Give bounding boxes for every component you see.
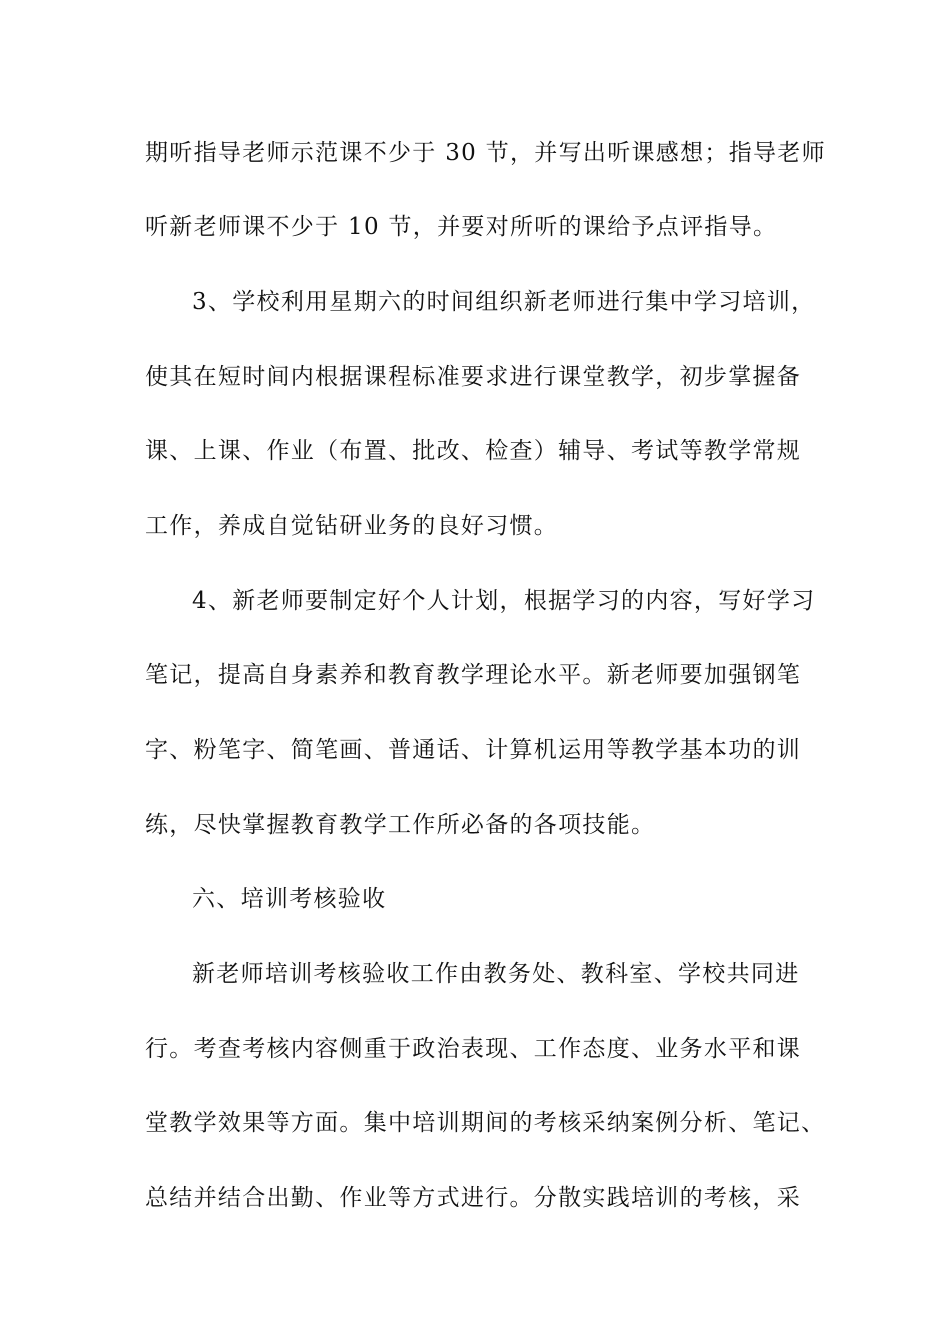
text-line: 课、上课、作业（布置、批改、检查）辅导、考试等教学常规 xyxy=(145,438,802,464)
section-heading: 六、培训考核验收 xyxy=(192,886,387,912)
text-line: 笔记，提高自身素养和教育教学理论水平。新老师要加强钢笔 xyxy=(145,662,802,688)
text-line: 使其在短时间内根据课程标准要求进行课堂教学，初步掌握备 xyxy=(145,364,802,390)
text-line: 4、新老师要制定好个人计划，根据学习的内容，写好学习 xyxy=(192,588,816,614)
text-line: 字、粉笔字、简笔画、普通话、计算机运用等教学基本功的训 xyxy=(145,737,802,763)
text-line: 新老师培训考核验收工作由教务处、教科室、学校共同进 xyxy=(192,961,800,987)
text-line: 行。考查考核内容侧重于政治表现、工作态度、业务水平和课 xyxy=(145,1036,802,1062)
text-line: 期听指导老师示范课不少于 30 节，并写出听课感想；指导老师 xyxy=(145,140,826,166)
text-line: 总结并结合出勤、作业等方式进行。分散实践培训的考核，采 xyxy=(145,1185,802,1211)
text-line: 工作，养成自觉钻研业务的良好习惯。 xyxy=(145,513,559,539)
text-line: 3、学校利用星期六的时间组织新老师进行集中学习培训， xyxy=(192,289,816,315)
text-line: 练，尽快掌握教育教学工作所必备的各项技能。 xyxy=(145,812,656,838)
text-line: 听新老师课不少于 10 节，并要对所听的课给予点评指导。 xyxy=(145,214,778,240)
text-line: 堂教学效果等方面。集中培训期间的考核采纳案例分析、笔记、 xyxy=(145,1110,826,1136)
